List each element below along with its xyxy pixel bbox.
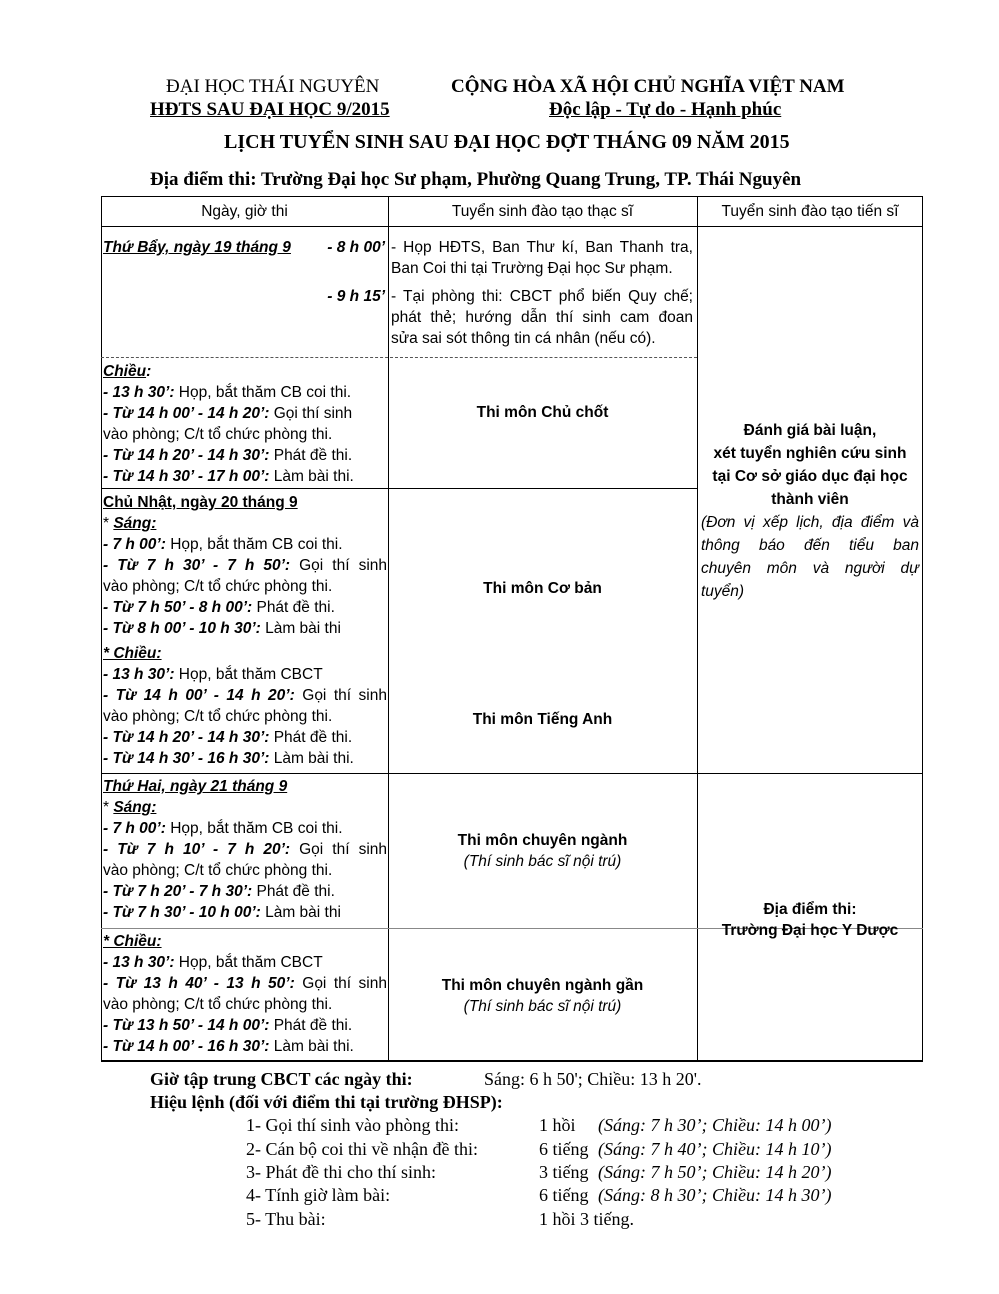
column-header-date: Ngày, giờ thi bbox=[201, 203, 288, 220]
signal-count-5: 1 hồi 3 tiếng. bbox=[539, 1209, 634, 1229]
mon-phd-l2: Trường Đại học Y Dược bbox=[721, 922, 899, 939]
sat-a2-time: 14 h 00’ - 14 h 20’: bbox=[137, 405, 270, 422]
sun-a4-time: - Từ 14 h 30’ - 16 h 30’: bbox=[103, 750, 270, 767]
saturday-day: Thứ Bẩy, ngày 19 tháng 9 bbox=[103, 239, 291, 256]
sat-a4-desc: Làm bài thi. bbox=[269, 468, 354, 485]
sat-a1-time: - 13 h 30’: bbox=[103, 384, 175, 401]
sun-a3-desc: Phát đề thi. bbox=[269, 729, 353, 746]
saturday-note-2b: phát thẻ; hướng dẫn thí sinh cam đoan bbox=[391, 309, 693, 326]
signal-label-1: 1- Gọi thí sinh vào phòng thi: bbox=[246, 1115, 459, 1135]
saturday-note-1b: Ban Coi thi tại Trường Đại học Sư phạm. bbox=[391, 260, 673, 277]
sun-m2-time: 7 h 30’ - 7 h 50’: bbox=[146, 557, 291, 574]
monday-subject-1 bbox=[388, 830, 697, 872]
column-header-phd: Tuyển sinh đào tạo tiến sĩ bbox=[721, 203, 899, 220]
sun-m2-prefix: - Từ bbox=[103, 557, 147, 574]
saturday-afternoon-label: Chiều bbox=[103, 363, 147, 380]
sunday-subject-2: Thi môn Tiếng Anh bbox=[472, 711, 613, 728]
sunday-block bbox=[103, 492, 387, 769]
sun-m3-prefix: - Từ bbox=[103, 599, 138, 616]
mon-m4-desc: Làm bài thi bbox=[260, 904, 341, 921]
sun-m2-desc: Gọi thí sinh bbox=[290, 557, 387, 574]
exam-location-value: : Trường Đại học Sư phạm, Phường Quang Trung, TP. Thái Nguyên bbox=[250, 169, 802, 190]
mon-a2-time: 13 h 40’ - 13 h 50’: bbox=[143, 975, 295, 992]
saturday-time-2: - 9 h 15’ bbox=[327, 288, 385, 305]
mon-m2-prefix: - Từ bbox=[103, 841, 147, 858]
mon-subject-2-note: (Thí sinh bác sĩ nội trú) bbox=[463, 998, 622, 1015]
sun-m1-desc: Họp, bắt thăm CB coi thi. bbox=[165, 536, 343, 553]
sun-a2-time: 14 h 00’ - 14 h 20’: bbox=[143, 687, 295, 704]
phd-l2: xét tuyển nghiên cứu sinh bbox=[713, 445, 907, 462]
country-name: CỘNG HÒA XÃ HỘI CHỦ NGHĨA VIỆT NAM bbox=[451, 76, 845, 97]
monday-phd-location bbox=[697, 899, 923, 941]
mon-m1-time: - 7 h 00’: bbox=[103, 820, 166, 837]
mon-a1-desc: Họp, bắt thăm CBCT bbox=[174, 954, 323, 971]
sat-a2-prefix: - Từ bbox=[103, 405, 138, 422]
sun-m1-time: - 7 h 00’: bbox=[103, 536, 166, 553]
mon-subject-1-title: Thi môn chuyên ngành bbox=[457, 832, 628, 849]
mon-m4-prefix: - Từ bbox=[103, 904, 138, 921]
mon-m3-desc: Phát đề thi. bbox=[252, 883, 335, 900]
phd-n2: thông báo đến tiểu ban bbox=[701, 537, 919, 554]
gather-label: Giờ tập trung CBCT các ngày thi: bbox=[150, 1069, 413, 1089]
monday-subject-2 bbox=[388, 975, 697, 1017]
saturday-afternoon-block bbox=[103, 361, 387, 487]
sat-a3-prefix: - Từ bbox=[103, 447, 138, 464]
mon-m1-desc: Họp, bắt thăm CB coi thi. bbox=[165, 820, 343, 837]
signal-title: Hiệu lệnh (đối với điểm thi tại trường ĐHSP): bbox=[150, 1092, 503, 1112]
saturday-master-notes bbox=[391, 237, 693, 349]
sun-m3-time: 7 h 50’ - 8 h 00’: bbox=[137, 599, 253, 616]
signal-count-4: 6 tiếng bbox=[539, 1185, 589, 1205]
monday-block bbox=[103, 776, 387, 923]
mon-m2-time: 7 h 10’ - 7 h 20’: bbox=[146, 841, 291, 858]
saturday-afternoon-colon: : bbox=[146, 363, 152, 380]
sat-a1-desc: Họp, bắt thăm CB coi thi. bbox=[174, 384, 352, 401]
signal-times-2: (Sáng: 7 h 40’; Chiều: 14 h 10’) bbox=[598, 1139, 832, 1159]
column-header-master: Tuyển sinh đào tạo thạc sĩ bbox=[451, 203, 634, 220]
phd-n1: (Đơn vị xếp lịch, địa điểm và bbox=[701, 514, 919, 531]
council-name: HĐTS SAU ĐẠI HỌC 9/2015 bbox=[150, 99, 390, 120]
mon-phd-l1: Địa điểm thi: bbox=[763, 901, 857, 918]
mon-a3-time: - Từ 13 h 50’ - 14 h 00’: bbox=[103, 1017, 270, 1034]
sun-a2-desc-2: vào phòng; C/t tổ chức phòng thi. bbox=[103, 708, 333, 725]
sat-a2-desc: Gọi thí sinh bbox=[269, 405, 353, 422]
mon-m2-desc: Gọi thí sinh bbox=[290, 841, 387, 858]
signal-label-5: 5- Thu bài: bbox=[246, 1209, 326, 1229]
signal-times-4: (Sáng: 8 h 30’; Chiều: 14 h 30’) bbox=[598, 1185, 832, 1205]
sat-a3-desc: Phát đề thi. bbox=[269, 447, 353, 464]
signal-label-4: 4- Tính giờ làm bài: bbox=[246, 1185, 391, 1205]
saturday-block bbox=[103, 237, 387, 307]
phd-n3: chuyên môn và người dự bbox=[701, 560, 919, 577]
signal-label-2: 2- Cán bộ coi thi về nhận đề thi: bbox=[246, 1139, 478, 1159]
sunday-subject-1: Thi môn Cơ bản bbox=[483, 580, 602, 597]
mon-m3-time: 7 h 20’ - 7 h 30’: bbox=[137, 883, 253, 900]
signal-times-3: (Sáng: 7 h 50’; Chiều: 14 h 20’) bbox=[598, 1162, 832, 1182]
sun-a3-time: - Từ 14 h 20’ - 14 h 30’: bbox=[103, 729, 270, 746]
signal-count-3: 3 tiếng bbox=[539, 1162, 589, 1182]
sunday-day: Chủ Nhật, ngày 20 tháng 9 bbox=[103, 494, 298, 511]
exam-location bbox=[150, 169, 801, 191]
sun-morning-star: * bbox=[103, 515, 114, 532]
sun-morning-label: Sáng: bbox=[113, 515, 157, 532]
sun-m2-desc-2: vào phòng; C/t tổ chức phòng thi. bbox=[103, 578, 333, 595]
phd-l1: Đánh giá bài luận, bbox=[743, 422, 877, 439]
monday-afternoon-block bbox=[103, 931, 387, 1057]
mon-subject-1-note: (Thí sinh bác sĩ nội trú) bbox=[463, 853, 622, 870]
mon-m2-desc-2: vào phòng; C/t tổ chức phòng thi. bbox=[103, 862, 333, 879]
sun-afternoon-label: * Chiều: bbox=[103, 645, 162, 662]
exam-location-label: Địa điểm thi bbox=[150, 169, 251, 190]
gather-value: Sáng: 6 h 50'; Chiều: 13 h 20'. bbox=[484, 1069, 702, 1089]
phd-l3: tại Cơ sở giáo dục đại học bbox=[712, 468, 908, 485]
sun-m4-prefix: - Từ bbox=[103, 620, 138, 637]
sun-m3-desc: Phát đề thi. bbox=[252, 599, 335, 616]
page-title: LỊCH TUYỂN SINH SAU ĐẠI HỌC ĐỢT THÁNG 09 NĂM 2015 bbox=[224, 131, 790, 153]
mon-m4-time: 7 h 30’ - 10 h 00’: bbox=[137, 904, 261, 921]
mon-subject-2-title: Thi môn chuyên ngành gần bbox=[441, 977, 644, 994]
sat-a2-desc-2: vào phòng; C/t tổ chức phòng thi. bbox=[103, 426, 333, 443]
university-name: ĐẠI HỌC THÁI NGUYÊN bbox=[166, 76, 380, 97]
sun-a2-prefix: - Từ bbox=[103, 687, 144, 704]
mon-a1-time: - 13 h 30’: bbox=[103, 954, 175, 971]
sun-m4-desc: Làm bài thi bbox=[260, 620, 341, 637]
sun-a2-desc: Gọi thí sinh bbox=[294, 687, 387, 704]
motto: Độc lập - Tự do - Hạnh phúc bbox=[549, 99, 782, 120]
mon-morning-label: Sáng: bbox=[113, 799, 157, 816]
sat-a3-time: 14 h 20’ - 14 h 30’: bbox=[137, 447, 270, 464]
saturday-note-2c: sửa sai sót thông tin cá nhân (nếu có). bbox=[391, 330, 656, 347]
mon-m3-prefix: - Từ bbox=[103, 883, 138, 900]
signal-count-2: 6 tiếng bbox=[539, 1139, 589, 1159]
sun-a4-desc: Làm bài thi. bbox=[269, 750, 354, 767]
mon-a4-time: - Từ 14 h 00’ - 16 h 30’: bbox=[103, 1038, 270, 1055]
phd-l4: thành viên bbox=[771, 491, 849, 508]
mon-a2-desc-2: vào phòng; C/t tổ chức phòng thi. bbox=[103, 996, 333, 1013]
sun-a1-time: - 13 h 30’: bbox=[103, 666, 175, 683]
mon-a2-desc: Gọi thí sinh bbox=[294, 975, 387, 992]
mon-afternoon-label: * Chiều: bbox=[103, 933, 162, 950]
sun-m4-time: 8 h 00’ - 10 h 30’: bbox=[137, 620, 261, 637]
mon-a4-desc: Làm bài thi. bbox=[269, 1038, 354, 1055]
signal-label-3: 3- Phát đề thi cho thí sinh: bbox=[246, 1162, 436, 1182]
mon-a3-desc: Phát đề thi. bbox=[269, 1017, 353, 1034]
saturday-subject: Thi môn Chủ chốt bbox=[476, 404, 609, 421]
mon-morning-star: * bbox=[103, 799, 114, 816]
sun-a1-desc: Họp, bắt thăm CBCT bbox=[174, 666, 323, 683]
signal-count-1: 1 hồi bbox=[539, 1115, 576, 1135]
phd-n4: tuyển) bbox=[701, 583, 745, 600]
saturday-note-1a: - Họp HĐTS, Ban Thư kí, Ban Thanh tra, bbox=[391, 239, 693, 256]
saturday-time-1: - 8 h 00’ bbox=[327, 239, 385, 256]
monday-day: Thứ Hai, ngày 21 tháng 9 bbox=[103, 778, 288, 795]
sat-a4-time: 14 h 30’ - 17 h 00’: bbox=[137, 468, 270, 485]
saturday-note-2a: - Tại phòng thi: CBCT phổ biến Quy chế; bbox=[391, 288, 693, 305]
sat-a4-prefix: - Từ bbox=[103, 468, 138, 485]
schedule-table bbox=[101, 196, 923, 1062]
phd-note bbox=[701, 511, 919, 603]
mon-a2-prefix: - Từ bbox=[103, 975, 144, 992]
signal-times-1: (Sáng: 7 h 30’; Chiều: 14 h 00’) bbox=[598, 1115, 832, 1135]
phd-assessment bbox=[699, 419, 921, 511]
